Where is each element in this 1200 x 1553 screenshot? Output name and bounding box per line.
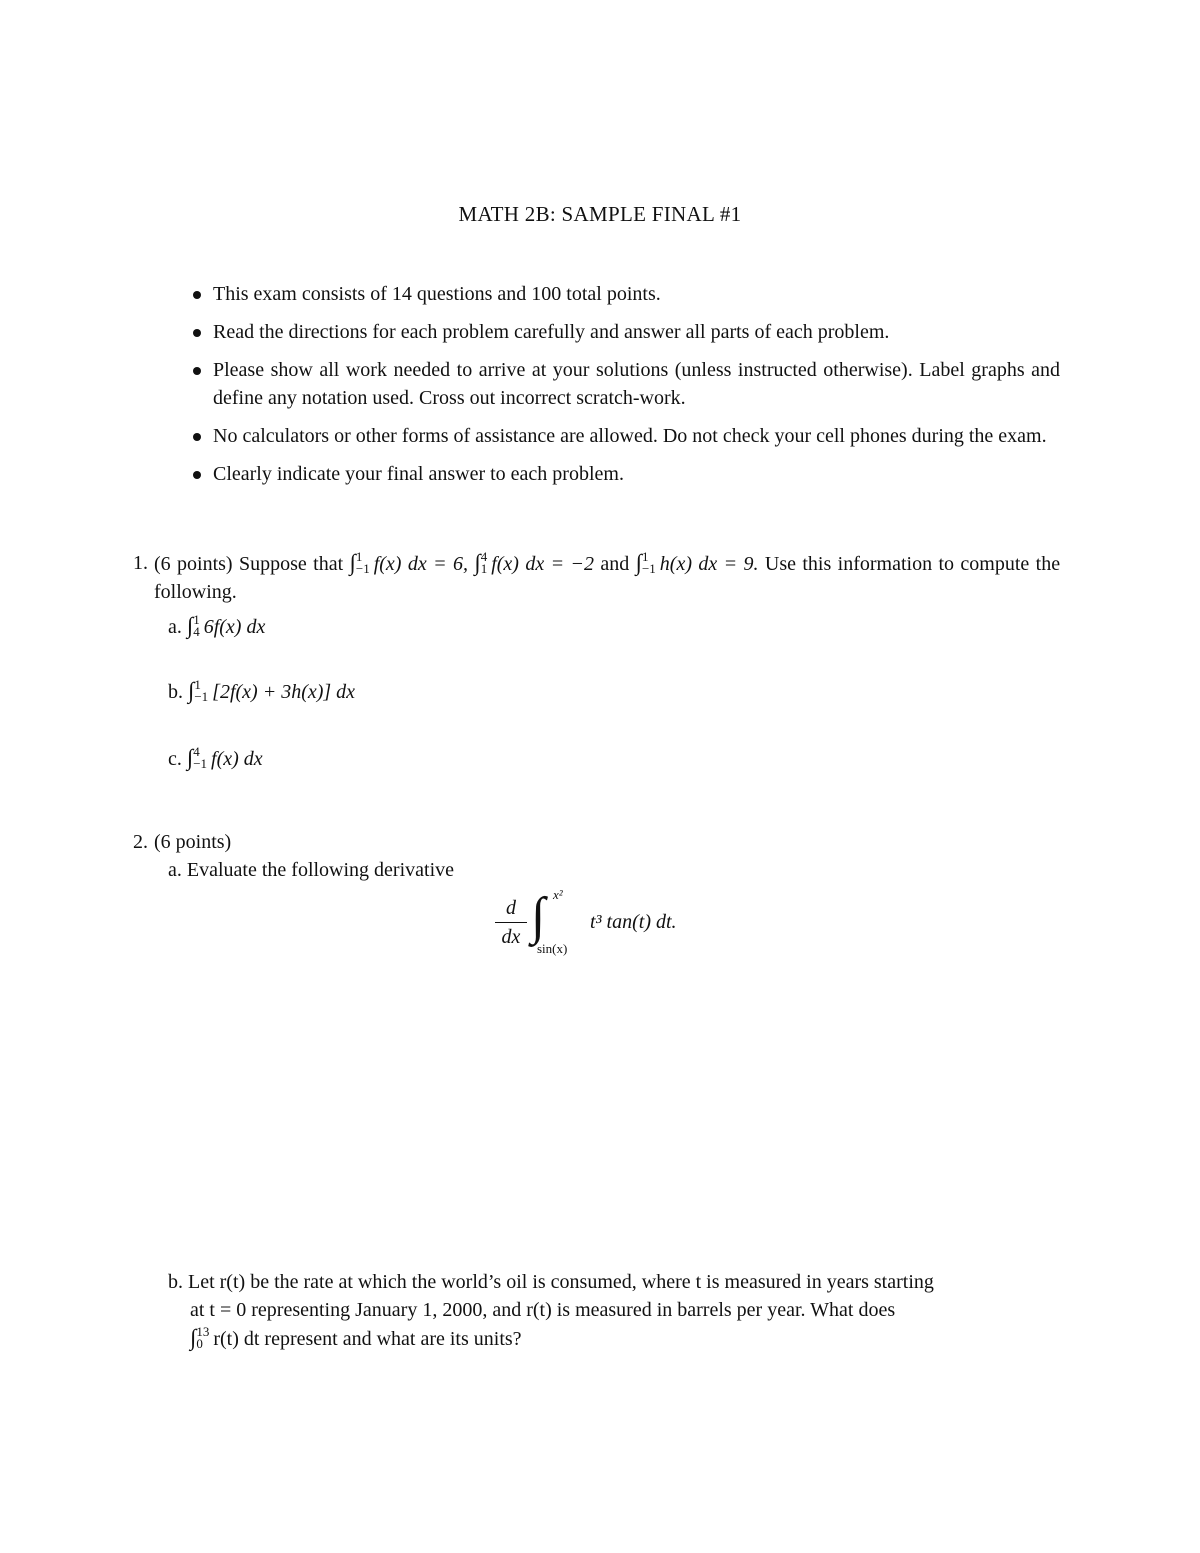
bullet-icon xyxy=(193,291,201,299)
question-1-prompt: (6 points) Suppose that ∫ 1 −1 f(x) dx = 6, ∫ 4 1 f(x) dx = −2 and ∫ 1 −1 h(x) dx = 9. Use this information to compute the following. xyxy=(154,549,1061,603)
page-title: MATH 2B: SAMPLE FINAL #1 xyxy=(458,202,742,226)
instruction-item: Please show all work needed to arrive at your solutions (unless instructed otherwise). Label graphs and define any notation used. Cross out incorrect scratch-work. xyxy=(190,356,1060,412)
integral-sign-icon: ∫ xyxy=(474,550,481,575)
instruction-item: No calculators or other forms of assistance are allowed. Do not check your cell phones during the exam. xyxy=(190,422,1060,450)
question-1-part-b: b. ∫ 1 −1 [2f(x) + 3h(x)] dx xyxy=(168,677,356,705)
instruction-item: This exam consists of 14 questions and 100 total points. xyxy=(190,280,1060,308)
instruction-item: Clearly indicate your final answer to each problem. xyxy=(190,460,1060,488)
question-2-part-b: b. Let r(t) be the rate at which the world’s oil is consumed, where t is measured in years starting at t = 0 representing January 1, 2000, and r(t) is measured in barrels per year. What does ∫ 13 0 r(t) dt represent and what are its units? xyxy=(168,1271,934,1352)
question-2 xyxy=(133,828,1060,856)
question-1-part-c: c. ∫ 4 −1 f(x) dx xyxy=(168,744,263,772)
integral-sign-icon: ∫ xyxy=(349,550,356,575)
derivative-fraction: d dx xyxy=(495,895,527,950)
integral-sign-icon: ∫ xyxy=(531,888,546,945)
bullet-icon xyxy=(193,367,201,375)
integral-sign-icon: ∫ xyxy=(190,1325,197,1350)
upper-limit: x² xyxy=(553,887,563,902)
instruction-item: Read the directions for each problem carefully and answer all parts of each problem. xyxy=(190,318,1060,346)
bullet-icon xyxy=(193,329,201,337)
question-number: 2. xyxy=(133,831,148,853)
question-points: (6 points) xyxy=(154,831,232,853)
question-2-part-a: a. Evaluate the following derivative xyxy=(168,859,455,881)
integral-sign-icon: ∫ xyxy=(186,613,194,638)
lower-limit: sin(x) xyxy=(537,941,568,956)
derivative-expression xyxy=(495,887,755,963)
question-1 xyxy=(133,549,1060,606)
question-1-part-a: a. ∫ 1 4 6f(x) dx xyxy=(168,612,266,640)
fraction-bar xyxy=(495,922,527,923)
question-number: 1. xyxy=(133,552,148,574)
integral-sign-icon: ∫ xyxy=(186,745,194,770)
question-points: (6 points) xyxy=(154,553,233,575)
bullet-icon xyxy=(193,433,201,441)
integral-sign-icon: ∫ xyxy=(635,550,642,575)
integral-sign-icon: ∫ xyxy=(188,678,195,703)
instructions-list xyxy=(190,280,1060,498)
bullet-icon xyxy=(193,471,201,479)
integrand: t³ tan(t) dt. xyxy=(590,911,677,933)
